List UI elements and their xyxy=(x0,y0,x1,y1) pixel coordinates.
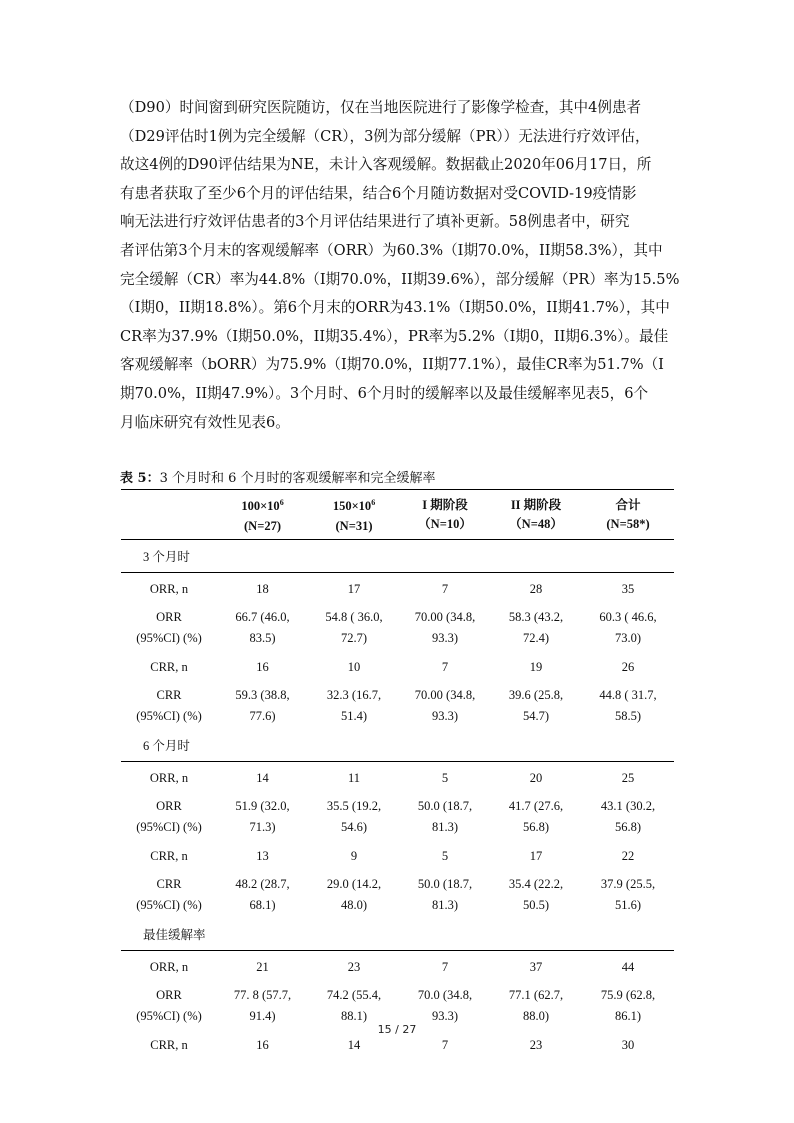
column-header-n: （N=10） xyxy=(418,516,472,531)
cell-value: 21 xyxy=(256,959,269,974)
column-header xyxy=(400,490,490,540)
row-label-unit: (95%CI) (%) xyxy=(136,709,202,723)
table-cell xyxy=(217,573,308,606)
table-cell xyxy=(308,795,400,840)
cell-value: 23 xyxy=(347,959,361,974)
table-cell xyxy=(582,651,674,684)
cell-value: 16 xyxy=(256,659,269,674)
row-label-main: CRR, n xyxy=(150,659,188,674)
table-cell xyxy=(308,840,400,873)
paragraph-line: （D90）时间窗到研究医院随访，仅在当地医院进行了影像学检查，其中4例患者 xyxy=(120,99,642,116)
cell-value: 35.5 (19.2, xyxy=(326,799,382,813)
table-cell xyxy=(582,873,674,918)
row-label-unit: (95%CI) (%) xyxy=(136,1009,202,1023)
cell-value: 9 xyxy=(350,848,358,863)
table-row xyxy=(121,984,674,1029)
cell-value: 77. 8 (57.7, xyxy=(233,988,292,1002)
row-label-unit: (95%CI) (%) xyxy=(136,820,202,834)
table-cell xyxy=(582,606,674,651)
row-label xyxy=(121,651,217,684)
table-cell xyxy=(582,795,674,840)
paragraph-line: 响无法进行疗效评估患者的3个月评估结果进行了填补更新。58例患者中，研究 xyxy=(120,213,630,231)
row-label-main: CRR xyxy=(156,688,182,702)
cell-value: 16 xyxy=(256,1037,269,1052)
table-cell xyxy=(490,984,582,1029)
row-label xyxy=(121,762,217,795)
cell-value: 14 xyxy=(256,770,269,785)
cell-value: 10 xyxy=(347,659,361,674)
cell-value: 70.0 (34.8, xyxy=(417,988,473,1002)
cell-value: 23 xyxy=(529,1037,543,1052)
cell-value-cont: 81.3) xyxy=(431,820,459,834)
row-label-main: ORR, n xyxy=(149,770,189,785)
table-cell xyxy=(490,873,582,918)
cell-value: 77.1 (62.7, xyxy=(508,988,564,1002)
cell-value: 32.3 (16.7, xyxy=(326,688,382,702)
column-header-main: II 期阶段 xyxy=(510,497,562,512)
cell-value: 7 xyxy=(441,959,449,974)
section-title: 3 个月时 xyxy=(143,550,190,564)
cell-value-cont: 72.4) xyxy=(522,631,550,645)
table-cell xyxy=(582,840,674,873)
cell-value-cont: 48.0) xyxy=(340,898,368,912)
cell-value-cont: 58.5) xyxy=(614,709,642,723)
cell-value: 7 xyxy=(441,581,449,596)
cell-value-cont: 51.4) xyxy=(340,709,368,723)
table-cell xyxy=(400,795,490,840)
column-header xyxy=(582,490,674,540)
cell-value-cont: 93.3) xyxy=(431,709,459,723)
section-header-row xyxy=(121,540,674,573)
table-cell xyxy=(490,684,582,729)
row-label xyxy=(121,873,217,918)
cell-value: 70.00 (34.8, xyxy=(414,688,476,702)
paragraph-line: 期70.0%，II期47.9%）。3个月时、6个月时的缓解率以及最佳缓解率见表5，6个 xyxy=(120,384,649,402)
paragraph-line: （D29评估时1例为完全缓解（CR），3例为部分缓解（PR））无法进行疗效评估， xyxy=(120,127,650,145)
table-cell xyxy=(400,951,490,984)
cell-value: 13 xyxy=(256,848,269,863)
table-row xyxy=(121,762,674,795)
column-header-main: 合计 xyxy=(615,497,641,512)
cell-value-cont: 71.3) xyxy=(249,820,276,834)
table-cell xyxy=(217,840,308,873)
table-cell xyxy=(490,951,582,984)
cell-value-cont: 56.8) xyxy=(522,820,550,834)
table-cell xyxy=(308,684,400,729)
table-cell xyxy=(582,684,674,729)
table-cell xyxy=(217,873,308,918)
row-label xyxy=(121,684,217,729)
cell-value: 48.2 (28.7, xyxy=(235,877,290,891)
paragraph-line: （I期0，II期18.8%）。第6个月末的ORR为43.1%（I期50.0%，II期41.7%），其中 xyxy=(120,299,670,317)
table-cell xyxy=(582,951,674,984)
row-label xyxy=(121,606,217,651)
row-label-main: ORR xyxy=(156,799,182,813)
cell-value: 20 xyxy=(529,770,543,785)
paragraph-line: 者评估第3个月末的客观缓解率（ORR）为60.3%（I期70.0%，II期58.3%），其中 xyxy=(120,241,663,259)
table-cell xyxy=(308,573,400,606)
cell-value: 35.4 (22.2, xyxy=(508,877,564,891)
section-title: 最佳缓解率 xyxy=(143,927,206,942)
table-caption-text: 3 个月时和 6 个月时的客观缓解率和完全缓解率 xyxy=(159,471,436,486)
table-cell xyxy=(217,762,308,795)
cell-value-cont: 72.7) xyxy=(340,631,368,645)
table-cell xyxy=(400,684,490,729)
table-row xyxy=(121,873,674,918)
table-caption xyxy=(120,470,436,488)
cell-value: 29.0 (14.2, xyxy=(326,877,382,891)
table-row xyxy=(121,684,674,729)
row-label-main: ORR, n xyxy=(149,581,189,596)
cell-value: 17 xyxy=(347,581,361,596)
column-header-main: I 期阶段 xyxy=(422,497,468,512)
cell-value: 30 xyxy=(621,1037,635,1052)
table-cell xyxy=(400,984,490,1029)
column-header-n: (N=27) xyxy=(244,518,281,533)
table-cell xyxy=(490,651,582,684)
cell-value: 26 xyxy=(621,659,635,674)
cell-value-cont: 86.1) xyxy=(614,1009,642,1023)
table-cell xyxy=(582,573,674,606)
table-cell xyxy=(308,873,400,918)
cell-value: 44.8 ( 31.7, xyxy=(599,688,657,702)
section-header-row xyxy=(121,729,674,762)
cell-value-cont: 54.7) xyxy=(522,709,550,723)
table-cell xyxy=(308,606,400,651)
row-label-unit: (95%CI) (%) xyxy=(136,898,202,912)
cell-value: 54.8 ( 36.0, xyxy=(325,610,383,624)
column-header xyxy=(308,490,400,540)
table-cell xyxy=(490,840,582,873)
cell-value: 41.7 (27.6, xyxy=(508,799,564,813)
table-cell xyxy=(308,651,400,684)
table-cell xyxy=(400,651,490,684)
table-cell xyxy=(400,762,490,795)
page-number: 15 / 27 xyxy=(377,1023,417,1036)
column-header-main: 100×10 xyxy=(241,499,280,514)
table-caption-label: 表 5： xyxy=(120,471,160,486)
table-cell xyxy=(490,795,582,840)
cell-value: 11 xyxy=(347,770,361,785)
cell-value: 75.9 (62.8, xyxy=(600,988,656,1002)
table-header-row xyxy=(121,490,674,540)
cell-value: 44 xyxy=(621,959,635,974)
cell-value: 28 xyxy=(529,581,543,596)
cell-value-cont: 88.0) xyxy=(522,1009,550,1023)
cell-value: 25 xyxy=(621,770,635,785)
table-cell xyxy=(400,606,490,651)
cell-value-cont: 50.5) xyxy=(522,898,550,912)
column-header-n: (N=58*) xyxy=(606,516,650,531)
cell-value: 14 xyxy=(347,1037,361,1052)
column-header xyxy=(217,490,308,540)
table-cell xyxy=(308,951,400,984)
table-cell xyxy=(217,606,308,651)
table-row xyxy=(121,795,674,840)
cell-value: 58.3 (43.2, xyxy=(508,610,564,624)
body-paragraph xyxy=(120,94,678,437)
row-label-main: CRR, n xyxy=(150,848,188,863)
row-label-unit: (95%CI) (%) xyxy=(136,631,202,645)
table-row xyxy=(121,606,674,651)
cell-value: 50.0 (18.7, xyxy=(417,877,473,891)
column-header-n: （N=48） xyxy=(509,516,563,531)
column-header-exponent: 6 xyxy=(279,498,284,508)
table-cell xyxy=(217,951,308,984)
column-header-exponent: 6 xyxy=(371,498,376,508)
table-row xyxy=(121,651,674,684)
row-label-main: ORR, n xyxy=(149,959,189,974)
table-cell xyxy=(490,606,582,651)
cell-value: 7 xyxy=(441,659,449,674)
table-cell xyxy=(400,873,490,918)
cell-value-cont: 68.1) xyxy=(249,898,276,912)
response-rate-table xyxy=(121,489,674,1062)
cell-value: 37.9 (25.5, xyxy=(600,877,656,891)
cell-value: 66.7 (46.0, xyxy=(235,610,290,624)
table-cell xyxy=(217,651,308,684)
row-label xyxy=(121,951,217,984)
cell-value-cont: 73.0) xyxy=(614,631,642,645)
column-header-n: (N=31) xyxy=(335,518,373,533)
cell-value: 7 xyxy=(441,1037,449,1052)
table-cell xyxy=(217,684,308,729)
cell-value: 5 xyxy=(441,770,449,785)
row-label-main: CRR xyxy=(156,877,182,891)
section-header-row xyxy=(121,918,674,951)
cell-value-cont: 93.3) xyxy=(431,1009,459,1023)
paragraph-line: 月临床研究有效性见表6。 xyxy=(120,413,290,431)
table-cell xyxy=(490,573,582,606)
section-title: 6 个月时 xyxy=(143,738,190,753)
row-label-main: ORR xyxy=(156,610,182,624)
table-row xyxy=(121,840,674,873)
cell-value-cont: 88.1) xyxy=(340,1009,368,1023)
cell-value: 50.0 (18.7, xyxy=(417,799,473,813)
cell-value: 5 xyxy=(441,848,449,863)
row-label xyxy=(121,795,217,840)
cell-value-cont: 54.6) xyxy=(340,820,368,834)
table-cell xyxy=(217,984,308,1029)
table-cell xyxy=(490,762,582,795)
row-label xyxy=(121,840,217,873)
cell-value: 74.2 (55.4, xyxy=(326,988,382,1002)
table-cell xyxy=(308,984,400,1029)
table-row xyxy=(121,573,674,606)
cell-value: 59.3 (38.8, xyxy=(235,688,290,702)
cell-value: 37 xyxy=(529,959,543,974)
row-label-main: CRR, n xyxy=(150,1037,188,1052)
table-cell xyxy=(400,840,490,873)
table-row xyxy=(121,951,674,984)
cell-value: 18 xyxy=(256,581,269,596)
row-label xyxy=(121,573,217,606)
column-header-main: 150×10 xyxy=(332,499,372,514)
cell-value-cont: 77.6) xyxy=(249,709,276,723)
row-label xyxy=(121,984,217,1029)
paragraph-line: 故这4例的D90评估结果为NE，未计入客观缓解。数据截止2020年06月17日，所 xyxy=(120,156,652,174)
cell-value: 70.00 (34.8, xyxy=(414,610,476,624)
paragraph-line: 客观缓解率（bORR）为75.9%（I期70.0%，II期77.1%），最佳CR率为51.7%（I xyxy=(120,356,664,374)
paragraph-line: 完全缓解（CR）率为44.8%（I期70.0%，II期39.6%），部分缓解（PR）率为15.5% xyxy=(120,270,680,288)
table-cell xyxy=(308,762,400,795)
cell-value: 22 xyxy=(621,848,635,863)
cell-value-cont: 93.3) xyxy=(431,631,459,645)
cell-value: 35 xyxy=(621,581,635,596)
cell-value-cont: 51.6) xyxy=(614,898,642,912)
table-cell xyxy=(400,573,490,606)
paragraph-line: CR率为37.9%（I期50.0%，II期35.4%），PR率为5.2%（I期0，II期6.3%）。最佳 xyxy=(120,327,669,345)
header-empty xyxy=(121,490,217,540)
cell-value: 60.3 ( 46.6, xyxy=(599,610,657,624)
column-header xyxy=(490,490,582,540)
cell-value-cont: 91.4) xyxy=(249,1009,276,1023)
cell-value: 43.1 (30.2, xyxy=(600,799,656,813)
cell-value-cont: 56.8) xyxy=(614,820,642,834)
cell-value-cont: 81.3) xyxy=(431,898,459,912)
cell-value-cont: 83.5) xyxy=(249,631,276,645)
cell-value: 19 xyxy=(529,659,543,674)
table-cell xyxy=(582,762,674,795)
row-label-main: ORR xyxy=(156,988,182,1002)
table-cell xyxy=(217,795,308,840)
paragraph-line: 有患者获取了至少6个月的评估结果，结合6个月随访数据对受COVID-19疫情影 xyxy=(120,184,637,202)
cell-value: 17 xyxy=(529,848,543,863)
cell-value: 51.9 (32.0, xyxy=(235,799,290,813)
cell-value: 39.6 (25.8, xyxy=(508,688,564,702)
table-cell xyxy=(582,984,674,1029)
